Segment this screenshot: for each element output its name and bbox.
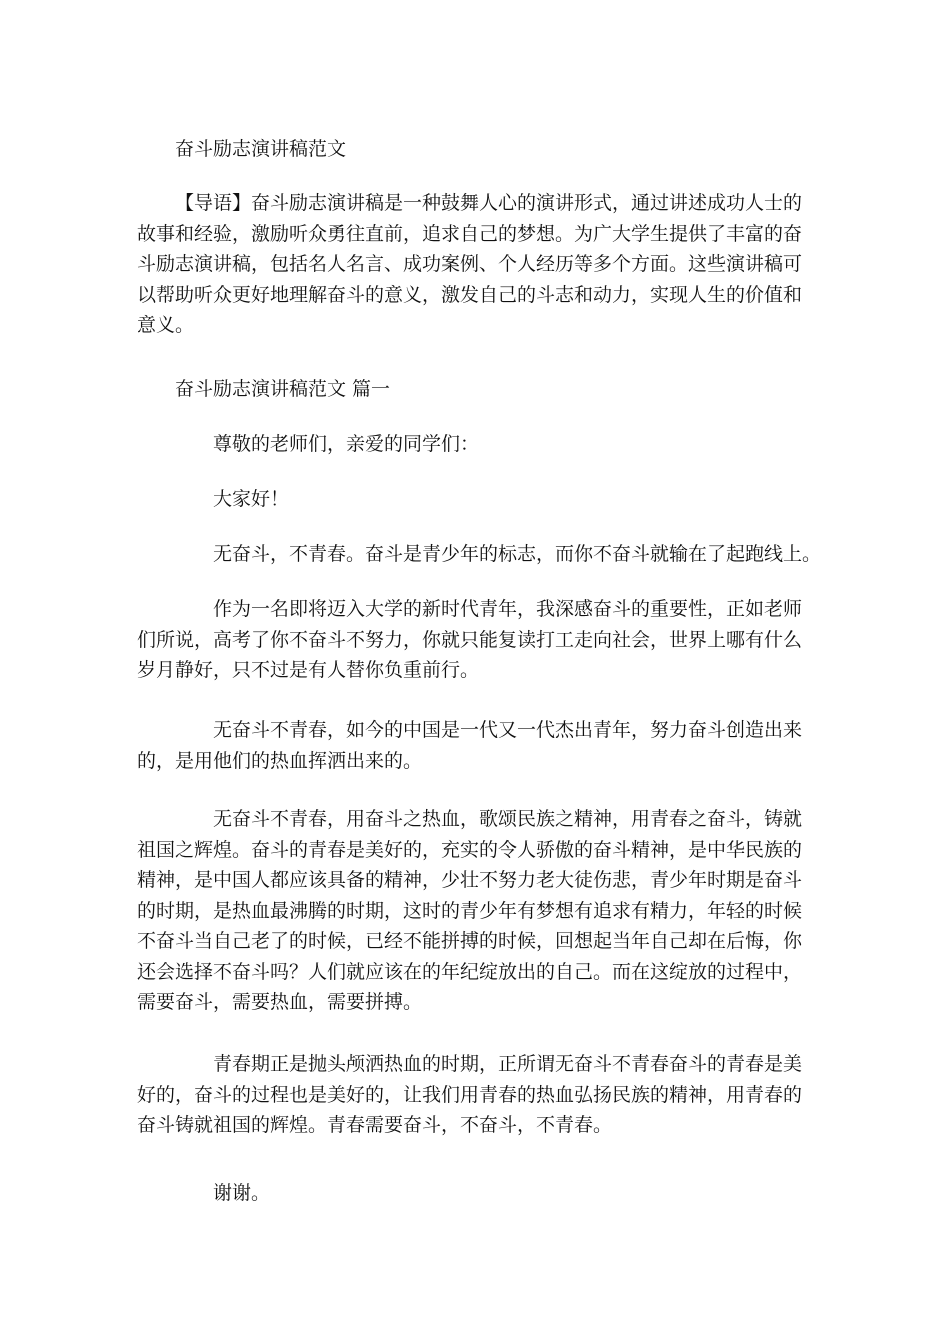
salutation: 尊敬的老师们，亲爱的同学们：: [213, 433, 480, 455]
intro-paragraph: 【导语】奋斗励志演讲稿是一种鼓舞人心的演讲形式，通过讲述成功人士的故事和经验，激励听众勇往直前，追求自己的梦想。为广大学生提供了丰富的奋斗励志演讲稿，包括名人名言、成功案例、个人经历等多个方面。这些演讲稿可以帮助听众更好地理解奋斗的意义，激发自己的斗志和动力，实现人生的价值和意义。: [137, 192, 803, 336]
document-title: 奋斗励志演讲稿范文: [175, 138, 347, 160]
greeting: 大家好！: [213, 488, 290, 510]
body-paragraph-2: 作为一名即将迈入大学的新时代青年，我深感奋斗的重要性，正如老师们所说，高考了你不奋斗不努力，你就只能复读打工走向社会，世界上哪有什么岁月静好，只不过是有人替你负重前行。: [137, 598, 803, 681]
section-heading: 奋斗励志演讲稿范文 篇一: [175, 378, 391, 400]
body-paragraph-4: 无奋斗不青春，用奋斗之热血，歌颂民族之精神，用青春之奋斗，铸就祖国之辉煌。奋斗的青春是美好的，充实的令人骄傲的奋斗精神，是中华民族的精神，是中国人都应该具备的精神，少壮不努力老大徒伤悲，青少年时期是奋斗的时期，是热血最沸腾的时期，这时的青少年有梦想有追求有精力，年轻的时候不奋斗当自己老了的时候，已经不能拼搏的时候，回想起当年自己却在后悔，你还会选择不奋斗吗？人们就应该在的年纪绽放出的自己。而在这绽放的过程中，需要奋斗，需要热血，需要拼搏。: [137, 808, 803, 1013]
body-paragraph-5: 青春期正是抛头颅洒热血的时期，正所谓无奋斗不青春奋斗的青春是美好的，奋斗的过程也是美好的，让我们用青春的热血弘扬民族的精神，用青春的奋斗铸就祖国的辉煌。青春需要奋斗，不奋斗，不青春。: [137, 1053, 803, 1136]
body-paragraph-3: 无奋斗不青春，如今的中国是一代又一代杰出青年，努力奋斗创造出来的，是用他们的热血挥洒出来的。: [137, 719, 803, 772]
body-paragraph-1: 无奋斗，不青春。奋斗是青少年的标志，而你不奋斗就输在了起跑线上。: [213, 543, 822, 565]
closing: 谢谢。: [213, 1182, 271, 1204]
